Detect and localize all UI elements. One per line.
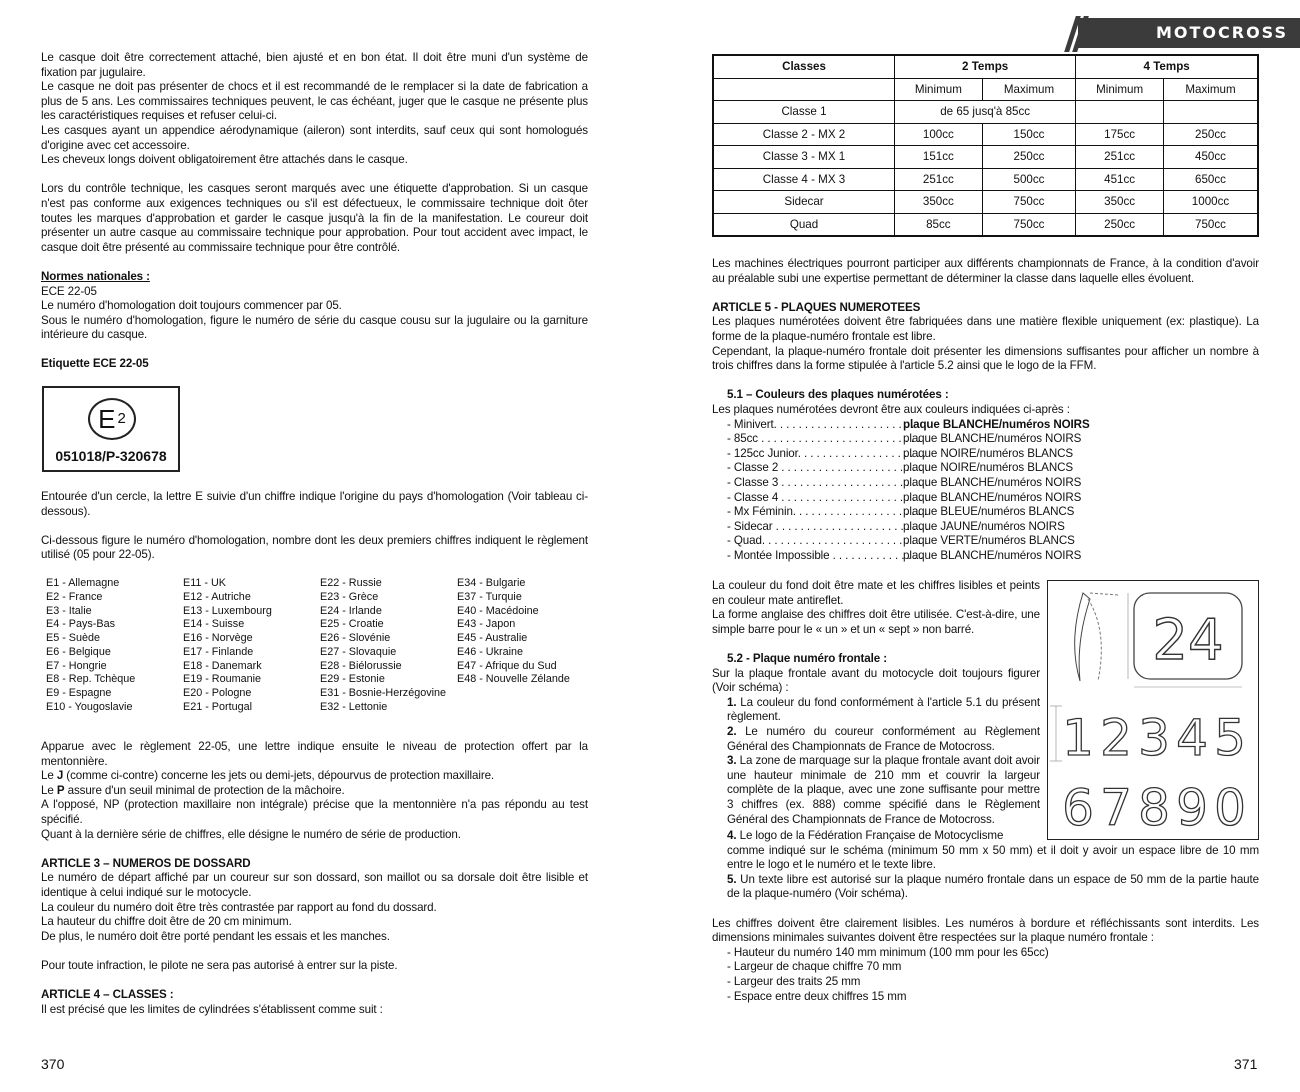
numbered-item: 5. Un texte libre est autorisé sur la plaque numéro frontale dans un espace de 50 mm de la partie haute de la plaque-numéro (Voir schéma). bbox=[727, 872, 1259, 901]
article-heading: ARTICLE 4 – CLASSES : bbox=[41, 988, 174, 1002]
table-cell: 1000cc bbox=[1163, 191, 1258, 214]
table-row bbox=[713, 213, 1258, 236]
table-header-cell: 4 Temps bbox=[1076, 55, 1258, 78]
right-page-text bbox=[712, 257, 1259, 563]
list-item: - Classe 2 . . . . . . . . . . . . . . . . . . . . . . . . plaque NOIRE/numéros BLANCS bbox=[727, 461, 1073, 475]
country-code-item: E7 - Hongrie bbox=[46, 659, 107, 672]
table-cell: 250cc bbox=[1076, 213, 1164, 236]
country-code-item: E16 - Norvège bbox=[183, 632, 253, 644]
paragraph: Le numéro d'homologation doit toujours commencer par 05. bbox=[41, 299, 342, 313]
table-header-row bbox=[713, 55, 1258, 78]
country-code-item: E34 - Bulgarie bbox=[457, 577, 526, 589]
number-plate-drawing bbox=[1048, 581, 1257, 838]
table-cell: Maximum bbox=[1163, 78, 1258, 101]
table-cell: de 65 jusq'à 85cc bbox=[895, 101, 1076, 124]
page-number-right: 371 bbox=[1234, 1056, 1258, 1072]
paragraph: Les chiffres doivent être clairement lisibles. Les numéros à bordure et réfléchissants sont interdits. Les dimensions minimales suivantes doivent être respectées sur la plaque numéro frontale : bbox=[712, 916, 1259, 945]
plate-digit: 2 bbox=[1100, 709, 1132, 767]
table-row bbox=[713, 168, 1258, 191]
table-cell bbox=[1076, 101, 1164, 124]
plate-digit: 4 bbox=[1176, 709, 1208, 767]
country-column bbox=[46, 577, 182, 715]
paragraph: Le P assure d'un seuil minimal de protection de la mâchoire. bbox=[41, 783, 345, 797]
plate-digit: 9 bbox=[1176, 779, 1208, 837]
country-code-item: E13 - Luxembourg bbox=[183, 604, 272, 617]
country-code-item: E8 - Rep. Tchèque bbox=[46, 673, 136, 686]
plate-digit: 3 bbox=[1138, 709, 1170, 767]
plate-digit: 6 bbox=[1062, 779, 1094, 837]
paragraph: Ci-dessous figure le numéro d'homologation, nombre dont les deux premiers chiffres indiquent le règlement utilisé (05 pour 22-05). bbox=[41, 533, 588, 562]
table-cell: Quad bbox=[713, 213, 895, 236]
plate-colors-list bbox=[712, 418, 1259, 564]
left-page-top-text bbox=[41, 51, 588, 372]
table-cell: 350cc bbox=[1076, 191, 1164, 214]
country-code-item: E22 - Russie bbox=[320, 577, 382, 589]
country-code-item: E10 - Yougoslavie bbox=[46, 700, 133, 713]
paragraph: Lors du contrôle technique, les casques seront marqués avec une étiquette d'approbation. Si un casque n'est pas conforme aux exigences techniques ou s'il est défectueux, le commissaire technique doit ôter toutes les marques d'approbation et garder le casque jusqu'à la fin de la manifestation. Le coureur doit présenter un autre casque au commissaire technique pour approbation. Pour tout accident avec impact, le casque doit être présenté au commissaire technique pour être contrôlé. bbox=[41, 182, 588, 254]
paragraph: Les machines électriques pourront participer aux différents championnats de France, à la condition d'avoir au préalable subi une expertise permettant de déterminer la classe dans laquelle elles évoluent. bbox=[712, 257, 1259, 285]
country-code-item: E45 - Australie bbox=[457, 632, 528, 644]
paragraph: Sous le numéro d'homologation, figure le numéro de série du casque cousu sur la jugulaire ou la garniture intérieure du casque. bbox=[41, 313, 588, 342]
table-cell: 750cc bbox=[982, 191, 1076, 214]
list-item: - Minivert. . . . . . . . . . . . . . . . . . . . . . . . . plaque BLANCHE/numéros NOIRS bbox=[727, 417, 1090, 431]
table-cell: 451cc bbox=[1076, 168, 1164, 191]
country-code-item: E3 - Italie bbox=[46, 604, 92, 617]
country-code-item: E21 - Portugal bbox=[183, 700, 253, 713]
table-row bbox=[713, 123, 1258, 146]
country-code-item: E19 - Roumanie bbox=[183, 673, 262, 686]
section-label: MOTOCROSS bbox=[1155, 23, 1288, 42]
list-item: - Mx Féminin. . . . . . . . . . . . . . . . . . . . . . plaque BLEUE/numéros BLANCS bbox=[727, 505, 1075, 519]
table-cell: 175cc bbox=[1076, 123, 1164, 146]
plate-digit: 0 bbox=[1214, 779, 1246, 837]
paragraph: Quant à la dernière série de chiffres, elle désigne le numéro de série de production. bbox=[41, 827, 461, 841]
country-code-item: E24 - Irlande bbox=[320, 604, 382, 617]
paragraph: Les cheveux longs doivent obligatoirement être attachés dans le casque. bbox=[41, 153, 408, 167]
paragraph: Entourée d'un cercle, la lettre E suivie d'un chiffre indique l'origine du pays d'homologation (Voir tableau ci-dessous). bbox=[41, 490, 588, 518]
number-plate-diagram bbox=[1047, 580, 1259, 840]
paragraph: Les plaques numérotées doivent être fabriquées dans une matière flexible uniquement (ex: plastique). La forme de la plaque-numéro frontale est libre. bbox=[712, 315, 1259, 343]
country-column bbox=[183, 577, 319, 715]
country-code-item: E25 - Croatie bbox=[320, 618, 384, 631]
plate-digit: 1 bbox=[1062, 709, 1094, 767]
list-item: - Classe 3 . . . . . . . . . . . . . . . . . . . . . . . . plaque BLANCHE/numéros NOIRS bbox=[727, 475, 1082, 489]
table-header-cell: 2 Temps bbox=[895, 55, 1076, 78]
country-code-item: E46 - Ukraine bbox=[457, 645, 524, 658]
paragraph: Il est précisé que les limites de cylindrées s'établissent comme suit : bbox=[41, 1002, 383, 1016]
country-code-item: E4 - Pays-Bas bbox=[46, 618, 116, 631]
numbered-item: 1. La couleur du fond conformément à l'article 5.1 du présent règlement. bbox=[727, 695, 1040, 724]
country-code-item: E9 - Espagne bbox=[46, 687, 112, 699]
table-cell: 250cc bbox=[982, 146, 1076, 169]
table-cell: 251cc bbox=[1076, 146, 1164, 169]
page-number-left: 370 bbox=[41, 1056, 65, 1072]
country-code-item: E1 - Allemagne bbox=[46, 577, 120, 589]
svg-text:24: 24 bbox=[1152, 608, 1224, 673]
list-item: - Largeur des traits 25 mm bbox=[727, 974, 861, 988]
country-code-item: E17 - Finlande bbox=[183, 645, 254, 658]
table-cell: 750cc bbox=[1163, 213, 1258, 236]
table-cell: 750cc bbox=[982, 213, 1076, 236]
table-cell: Minimum bbox=[895, 78, 983, 101]
country-code-item: E31 - Bosnie-Herzégovine bbox=[320, 687, 447, 699]
list-item: - Espace entre deux chiffres 15 mm bbox=[727, 989, 907, 1003]
paragraph: La forme anglaise des chiffres doit être utilisée. C'est-à-dire, une simple barre pour le « un » et un « sept » non barré. bbox=[712, 608, 1040, 636]
table-cell: 350cc bbox=[895, 191, 983, 214]
table-header-cell: Classes bbox=[713, 55, 895, 78]
list-item: - Hauteur du numéro 140 mm minimum (100 mm pour les 65cc) bbox=[727, 945, 1049, 959]
table-cell: 151cc bbox=[895, 146, 983, 169]
list-item: - Sidecar . . . . . . . . . . . . . . . . . . . . . . . . . plaque JAUNE/numéros NOIRS bbox=[727, 519, 1065, 533]
paragraph: Sur la plaque frontale avant du motocycle doit toujours figurer (Voir schéma) : bbox=[712, 666, 1040, 695]
numbered-item-continued: comme indiqué sur le schéma (minimum 50 mm x 50 mm) et il doit y avoir un espace libre de 10 mm entre le logo et le numéro et le texte libre. bbox=[727, 843, 1259, 872]
table-cell: 100cc bbox=[895, 123, 983, 146]
list-item: - Largeur de chaque chiffre 70 mm bbox=[727, 960, 902, 974]
country-code-item: E23 - Grèce bbox=[320, 590, 379, 603]
section-heading: Normes nationales : bbox=[41, 269, 150, 283]
ece-label-figure bbox=[42, 386, 180, 472]
paragraph: La hauteur du chiffre doit être de 20 cm minimum. bbox=[41, 915, 292, 929]
country-code-item: E2 - France bbox=[46, 590, 103, 603]
paragraph: La couleur du fond doit être mate et les chiffres lisibles et peints en couleur mate antireflet. bbox=[712, 579, 1040, 607]
paragraph: Cependant, la plaque-numéro frontale doit présenter les dimensions suffisantes pour afficher un nombre à trois chiffres dans la forme stipulée à l'article 5.2 ainsi que le logo de la FFM. bbox=[712, 344, 1259, 373]
table-cell: 250cc bbox=[1163, 123, 1258, 146]
table-cell: Classe 4 - MX 3 bbox=[713, 168, 895, 191]
country-code-item: E12 - Autriche bbox=[183, 590, 251, 603]
plate-digit: 7 bbox=[1100, 779, 1132, 837]
country-code-item: E29 - Estonie bbox=[320, 673, 385, 686]
table-cell bbox=[1163, 101, 1258, 124]
paragraph: ECE 22-05 bbox=[41, 284, 97, 298]
table-cell: Classe 2 - MX 2 bbox=[713, 123, 895, 146]
paragraph: La couleur du numéro doit être très contrastée par rapport au fond du dossard. bbox=[41, 900, 437, 914]
paragraph: Les casques ayant un appendice aérodynamique (aileron) sont interdits, sauf ceux qui sont homologués d'origine avec cet accessoire. bbox=[41, 123, 588, 152]
paragraph: A l'opposé, NP (protection maxillaire non intégrale) précise que la mentonnière n'a pas répondu au test spécifié. bbox=[41, 798, 588, 826]
table-cell: 85cc bbox=[895, 213, 983, 236]
list-item: - Classe 4 . . . . . . . . . . . . . . . . . . . . . . . . plaque BLANCHE/numéros NOIRS bbox=[727, 490, 1082, 504]
country-code-item: E28 - Biélorussie bbox=[320, 659, 402, 672]
table-subheader-row bbox=[713, 78, 1258, 101]
paragraph: Les plaques numérotées devront être aux couleurs indiquées ci-après : bbox=[712, 402, 1070, 416]
table-cell bbox=[713, 78, 895, 101]
paragraph: Pour toute infraction, le pilote ne sera pas autorisé à entrer sur la piste. bbox=[41, 958, 398, 972]
list-item: - Montée Impossible . . . . . . . . . . . . . . . plaque BLANCHE/numéros NOIRS bbox=[727, 548, 1082, 562]
paragraph: Apparue avec le règlement 22-05, une lettre indique ensuite le niveau de protection offert par la mentonnière. bbox=[41, 740, 588, 768]
list-item: - Quad. . . . . . . . . . . . . . . . . . . . . . . . . . . plaque VERTE/numéros BLANCS bbox=[727, 534, 1075, 548]
paragraph: Le J (comme ci-contre) concerne les jets ou demi-jets, dépourvus de protection maxillaire. bbox=[41, 769, 495, 783]
country-code-item: E11 - UK bbox=[183, 577, 227, 589]
paragraph: Le casque doit être correctement attaché, bien ajusté et en bon état. Il doit être muni d'un système de fixation par jugulaire. bbox=[41, 51, 588, 79]
country-code-item: E14 - Suisse bbox=[183, 618, 245, 631]
country-code-item: E37 - Turquie bbox=[457, 590, 522, 603]
ece-circle-mark: E $^2$ bbox=[88, 398, 136, 440]
country-code-item: E27 - Slovaquie bbox=[320, 645, 397, 658]
country-code-item: E48 - Nouvelle Zélande bbox=[457, 673, 570, 686]
numbered-item: 4. Le logo de la Fédération Française de Motocyclisme bbox=[727, 829, 1004, 842]
right-page-plate-text bbox=[712, 579, 1040, 827]
table-cell: 150cc bbox=[982, 123, 1076, 146]
country-code-item: E18 - Danemark bbox=[183, 659, 262, 672]
left-page-bottom-text bbox=[41, 740, 588, 1017]
article-heading: ARTICLE 5 - PLAQUES NUMEROTEES bbox=[712, 300, 921, 314]
paragraph: Le numéro de départ affiché par un coureur sur son dossard, son maillot ou sa dorsale doit être lisible et identique à celui indiqué sur le motocycle. bbox=[41, 871, 588, 899]
country-code-item: E20 - Pologne bbox=[183, 687, 252, 699]
table-row bbox=[713, 101, 1258, 124]
country-code-item: E40 - Macédoine bbox=[457, 604, 539, 617]
table-cell: 450cc bbox=[1163, 146, 1258, 169]
country-code-item: E26 - Slovénie bbox=[320, 632, 391, 644]
table-row bbox=[713, 146, 1258, 169]
country-code-item: E32 - Lettonie bbox=[320, 700, 388, 713]
table-cell: 251cc bbox=[895, 168, 983, 191]
table-cell: Sidecar bbox=[713, 191, 895, 214]
table-cell: 500cc bbox=[982, 168, 1076, 191]
paragraph: Le casque ne doit pas présenter de chocs et il est recommandé de le remplacer si la date de fabrication a plus de 5 ans. Les commissaires techniques peuvent, le cas échéant, juger que le casque ne présente plus les caractéristiques requises et refuser celui-ci. bbox=[41, 80, 588, 123]
country-code-item: E6 - Belgique bbox=[46, 645, 111, 658]
table-cell: 650cc bbox=[1163, 168, 1258, 191]
classes-table bbox=[712, 54, 1259, 237]
list-item: - 85cc . . . . . . . . . . . . . . . . . . . . . . . . . . plaque BLANCHE/numéros NOIRS bbox=[727, 432, 1082, 446]
country-column bbox=[457, 577, 593, 687]
country-code-item: E43 - Japon bbox=[457, 618, 516, 631]
subsection-heading: 5.2 - Plaque numéro frontale : bbox=[727, 651, 887, 665]
left-page-middle-text bbox=[41, 490, 588, 563]
table-cell: Classe 3 - MX 1 bbox=[713, 146, 895, 169]
table-cell: Minimum bbox=[1076, 78, 1164, 101]
list-item: - 125cc Junior. . . . . . . . . . . . . . . . . . . . . plaque NOIRE/numéros BLANCS bbox=[727, 446, 1073, 460]
table-cell: Classe 1 bbox=[713, 101, 895, 124]
ece-label-number: 051018/P-320678 bbox=[55, 448, 167, 464]
paragraph: De plus, le numéro doit être porté pendant les essais et les manches. bbox=[41, 929, 390, 943]
numbered-item: 2. Le numéro du coureur conformément au Règlement Général des Championnats de France de Motocross. bbox=[727, 724, 1040, 753]
plate-digit: 8 bbox=[1138, 779, 1170, 837]
table-cell: Maximum bbox=[982, 78, 1076, 101]
country-code-item: E47 - Afrique du Sud bbox=[457, 659, 557, 672]
subsection-heading: 5.1 – Couleurs des plaques numérotées : bbox=[727, 388, 949, 402]
plate-digit: 5 bbox=[1214, 709, 1246, 767]
article-heading: ARTICLE 3 – NUMEROS DE DOSSARD bbox=[41, 856, 251, 870]
section-heading: Etiquette ECE 22-05 bbox=[41, 357, 149, 371]
country-column bbox=[320, 577, 456, 715]
motocross-header-logo bbox=[1052, 18, 1300, 48]
table-row bbox=[713, 191, 1258, 214]
numbered-item: 3. La zone de marquage sur la plaque frontale avant doit avoir une hauteur minimale de 210 mm et couvrir la largeur complète de la plaque, avec une zone suffisante pour mettre 3 chiffres (ex. 888) comme spécifié dans le Règlement Général des Championnats de France de Motocross. bbox=[727, 754, 1041, 826]
right-page-bottom-text bbox=[712, 829, 1259, 1004]
country-code-item: E5 - Suède bbox=[46, 632, 101, 644]
